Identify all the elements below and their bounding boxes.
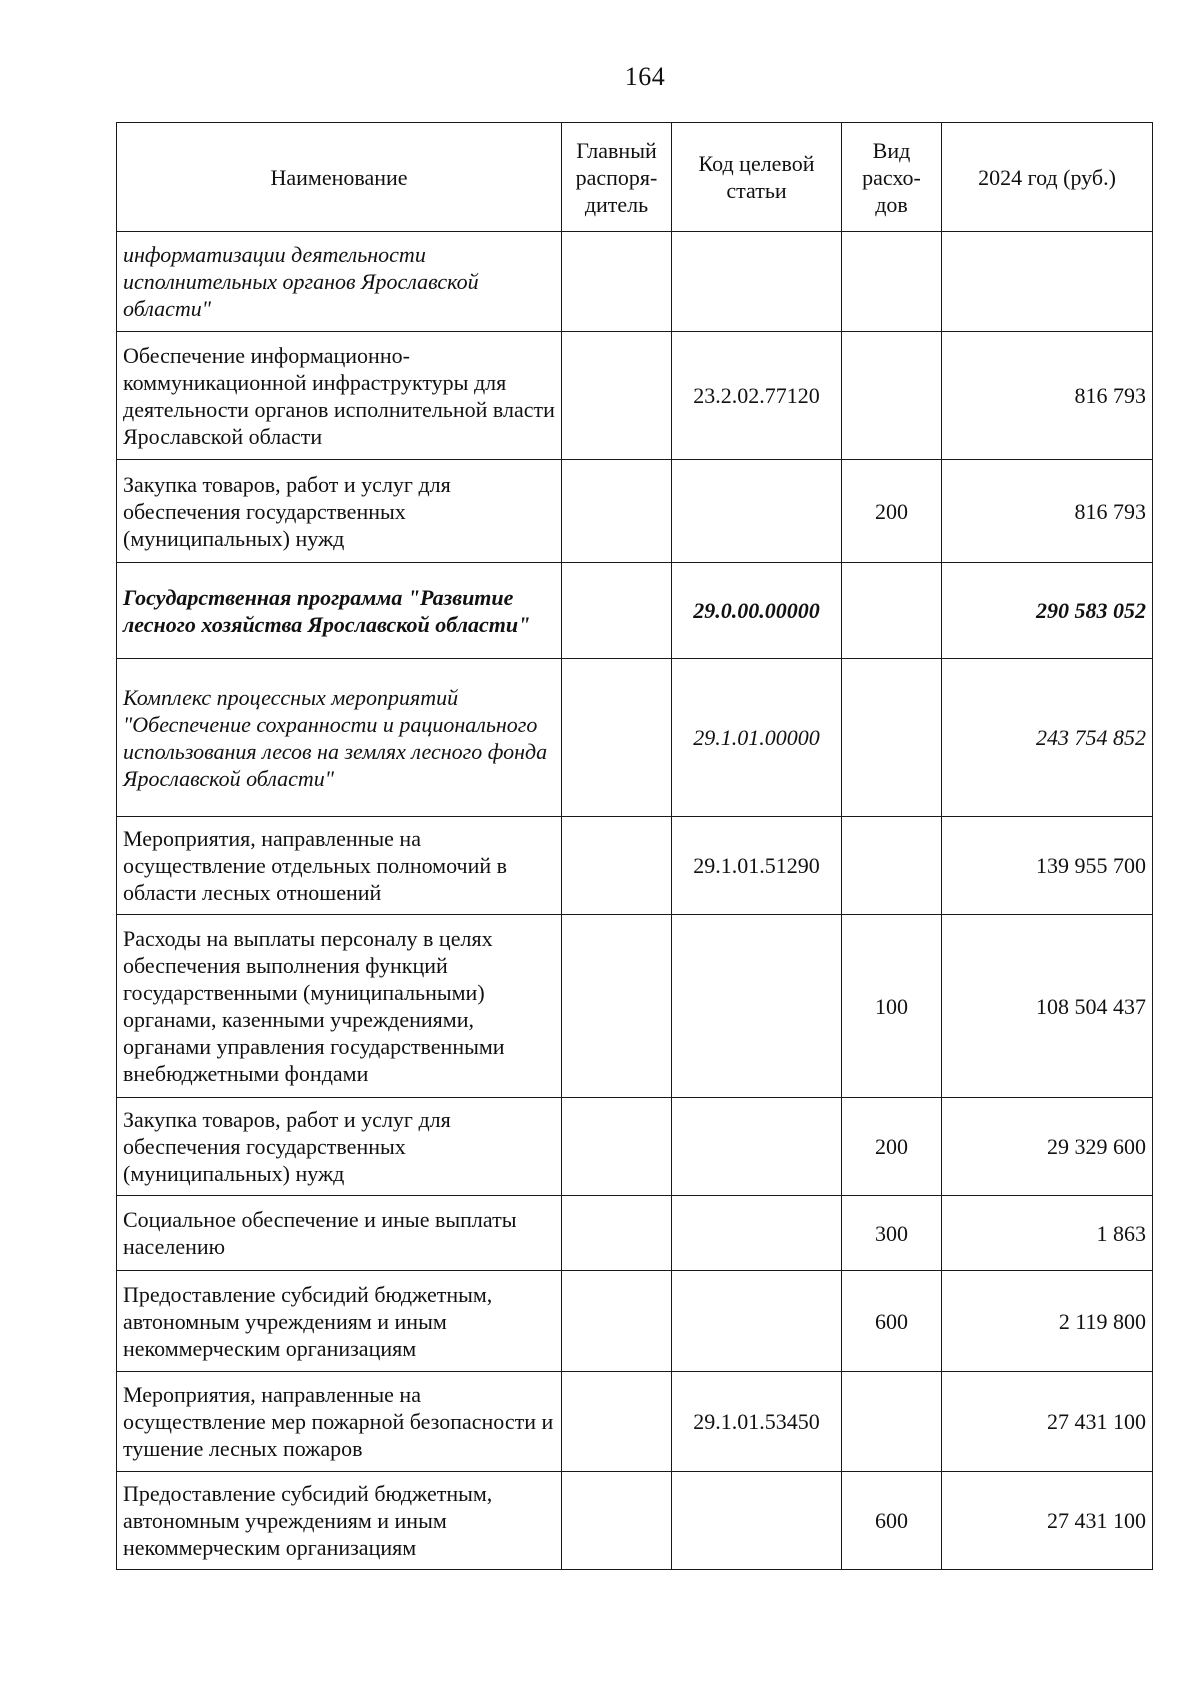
row-kind-cell — [842, 332, 942, 460]
row-code-cell — [672, 1472, 842, 1570]
row-code-cell: 23.2.02.77120 — [672, 332, 842, 460]
table-row — [117, 817, 1153, 915]
row-kind-cell: 600 — [842, 1472, 942, 1570]
row-kind-cell — [842, 659, 942, 817]
row-grbs-cell — [562, 659, 672, 817]
row-kind-cell: 100 — [842, 915, 942, 1098]
row-grbs-cell — [562, 915, 672, 1098]
row-code-cell — [672, 1271, 842, 1372]
row-grbs-cell — [562, 460, 672, 563]
table-row — [117, 460, 1153, 563]
row-name-cell: Закупка товаров, работ и услуг для обеспечения государственных (муниципальных) нужд — [117, 460, 562, 563]
row-code-cell — [672, 1098, 842, 1196]
table-row — [117, 1098, 1153, 1196]
row-code-cell — [672, 915, 842, 1098]
header-grbs: Главный распоря-дитель — [562, 123, 672, 232]
row-amount-cell: 2 119 800 — [942, 1271, 1153, 1372]
row-code-cell — [672, 232, 842, 332]
row-grbs-cell — [562, 232, 672, 332]
row-code-cell — [672, 1196, 842, 1271]
row-name-cell: Мероприятия, направленные на осуществление мер пожарной безопасности и тушение лесных пожаров — [117, 1372, 562, 1472]
row-grbs-cell — [562, 332, 672, 460]
row-name-cell: Социальное обеспечение и иные выплаты населению — [117, 1196, 562, 1271]
table-row — [117, 1472, 1153, 1570]
row-amount-cell: 243 754 852 — [942, 659, 1153, 817]
row-name-cell: информатизации деятельности исполнительных органов Ярославской области" — [117, 232, 562, 332]
row-kind-cell — [842, 1372, 942, 1472]
row-amount-cell: 816 793 — [942, 332, 1153, 460]
row-kind-cell: 200 — [842, 460, 942, 563]
table-row — [117, 1271, 1153, 1372]
row-kind-cell — [842, 563, 942, 659]
row-code-cell: 29.1.01.00000 — [672, 659, 842, 817]
row-kind-cell: 200 — [842, 1098, 942, 1196]
row-name-cell: Предоставление субсидий бюджетным, автономным учреждениям и иным некоммерческим организациям — [117, 1472, 562, 1570]
row-grbs-cell — [562, 563, 672, 659]
row-name-cell: Расходы на выплаты персоналу в целях обеспечения выполнения функций государственными (муниципальными) органами, казенными учреждениями, органами управления государственными внебюджетными фондами — [117, 915, 562, 1098]
row-amount-cell: 27 431 100 — [942, 1372, 1153, 1472]
row-code-cell: 29.1.01.53450 — [672, 1372, 842, 1472]
row-amount-cell: 29 329 600 — [942, 1098, 1153, 1196]
row-kind-cell: 600 — [842, 1271, 942, 1372]
row-amount-cell: 27 431 100 — [942, 1472, 1153, 1570]
header-kind: Вид расхо-дов — [842, 123, 942, 232]
row-amount-cell: 139 955 700 — [942, 817, 1153, 915]
row-kind-cell — [842, 232, 942, 332]
row-grbs-cell — [562, 817, 672, 915]
row-code-cell: 29.1.01.51290 — [672, 817, 842, 915]
table-header-row — [117, 123, 1153, 232]
row-code-cell: 29.0.00.00000 — [672, 563, 842, 659]
row-amount-cell: 816 793 — [942, 460, 1153, 563]
row-name-cell: Государственная программа "Развитие лесного хозяйства Ярославской области" — [117, 563, 562, 659]
header-amount: 2024 год (руб.) — [942, 123, 1153, 232]
row-name-cell: Закупка товаров, работ и услуг для обеспечения государственных (муниципальных) нужд — [117, 1098, 562, 1196]
table-row — [117, 1196, 1153, 1271]
page-number: 164 — [624, 62, 666, 91]
row-grbs-cell — [562, 1196, 672, 1271]
row-name-cell: Предоставление субсидий бюджетным, автономным учреждениям и иным некоммерческим организациям — [117, 1271, 562, 1372]
row-kind-cell — [842, 817, 942, 915]
header-code: Код целевой статьи — [672, 123, 842, 232]
header-name: Наименование — [117, 123, 562, 232]
row-amount-cell: 1 863 — [942, 1196, 1153, 1271]
row-grbs-cell — [562, 1271, 672, 1372]
row-amount-cell: 108 504 437 — [942, 915, 1153, 1098]
table-row — [117, 332, 1153, 460]
row-grbs-cell — [562, 1472, 672, 1570]
budget-table — [116, 122, 1153, 1570]
row-name-cell: Мероприятия, направленные на осуществление отдельных полномочий в области лесных отношений — [117, 817, 562, 915]
row-grbs-cell — [562, 1372, 672, 1472]
table-row — [117, 1372, 1153, 1472]
row-name-cell: Обеспечение информационно-коммуникационной инфраструктуры для деятельности органов исполнительной власти Ярославской области — [117, 332, 562, 460]
row-code-cell — [672, 460, 842, 563]
table-row — [117, 659, 1153, 817]
row-name-cell: Комплекс процессных мероприятий "Обеспечение сохранности и рационального использования лесов на землях лесного фонда Ярославской области" — [117, 659, 562, 817]
row-amount-cell: 290 583 052 — [942, 563, 1153, 659]
row-kind-cell: 300 — [842, 1196, 942, 1271]
row-grbs-cell — [562, 1098, 672, 1196]
table-row — [117, 915, 1153, 1098]
row-amount-cell — [942, 232, 1153, 332]
table-row — [117, 563, 1153, 659]
table-row — [117, 232, 1153, 332]
table-body — [117, 232, 1153, 1570]
